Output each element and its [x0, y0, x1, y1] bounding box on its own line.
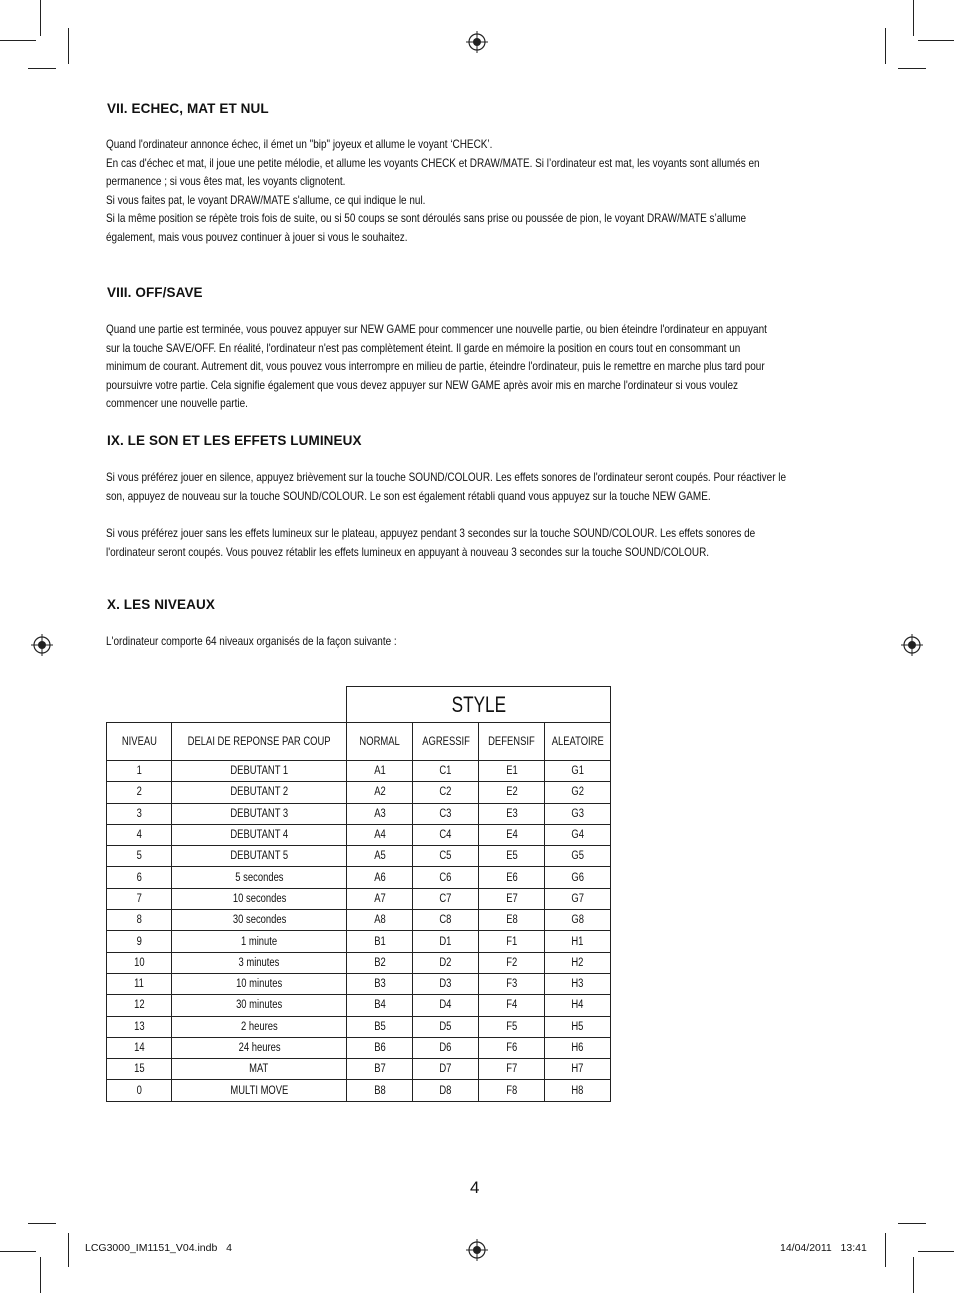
table-cell: G2: [545, 782, 611, 803]
table-cell: A6: [347, 867, 413, 888]
table-cell: C5: [413, 846, 479, 867]
text-line: Quand l'ordinateur annonce échec, il émet un "bip" joyeux et allume le voyant ‘CHECK’.: [106, 138, 493, 151]
table-cell: E1: [479, 761, 545, 782]
table-header-cell: AGRESSIF: [413, 723, 479, 761]
registration-mark-icon: [31, 634, 53, 656]
table-cell: 13: [107, 1016, 172, 1037]
table-header-cell: DELAI DE REPONSE PAR COUP: [172, 723, 347, 761]
table-cell: 9: [107, 931, 172, 952]
table-cell: E7: [479, 888, 545, 909]
table-row: [107, 888, 611, 909]
section-text-son: [106, 469, 851, 506]
text-line: son, appuyez de nouveau sur la touche SOUND/COLOUR. Le son est également rétabli quand vous appuyez sur la touche NEW GAME.: [106, 489, 711, 503]
table-cell: F6: [479, 1037, 545, 1058]
table-cell: F1: [479, 931, 545, 952]
table-cell: H2: [545, 952, 611, 973]
text-line: commencer une nouvelle partie.: [106, 397, 248, 411]
table-row: [107, 952, 611, 973]
table-cell: B7: [347, 1059, 413, 1080]
table-cell: 24 heures: [172, 1037, 347, 1058]
table-cell: F5: [479, 1016, 545, 1037]
table-row: [107, 995, 611, 1016]
table-cell: 0: [107, 1080, 172, 1101]
table-cell: F2: [479, 952, 545, 973]
table-row: [107, 867, 611, 888]
text-line: L'ordinateur comporte 64 niveaux organisés de la façon suivante :: [106, 635, 397, 648]
table-row: [107, 1059, 611, 1080]
table-cell: B4: [347, 995, 413, 1016]
table-row: [107, 931, 611, 952]
crop-mark: [68, 28, 69, 64]
table-cell: F8: [479, 1080, 545, 1101]
crop-mark: [913, 0, 914, 36]
text-line: Si la même position se répète trois fois de suite, ou si 50 coups se sont déroulés sans prise ou poussée de pion, le voyant DRAW/MATE s’allume: [106, 212, 747, 226]
table-cell: 4: [107, 824, 172, 845]
table-cell: A7: [347, 888, 413, 909]
table-cell: 5: [107, 846, 172, 867]
table-row: [107, 761, 611, 782]
section-heading-son: IX. LE SON ET LES EFFETS LUMINEUX: [107, 433, 362, 448]
table-cell: A8: [347, 910, 413, 931]
table-row: [107, 1080, 611, 1101]
table-cell: 10 minutes: [172, 973, 347, 994]
crop-mark: [885, 1233, 886, 1267]
table-cell: G3: [545, 803, 611, 824]
table-cell: G4: [545, 824, 611, 845]
table-cell: 2: [107, 782, 172, 803]
table-cell: F7: [479, 1059, 545, 1080]
table-cell: 15: [107, 1059, 172, 1080]
crop-mark: [68, 1233, 69, 1267]
text-line: Si vous faites pat, le voyant DRAW/MATE s'allume, ce qui indique le nul.: [106, 193, 426, 207]
section-text-effets: [106, 525, 851, 562]
crop-mark: [28, 68, 56, 69]
table-row: [107, 803, 611, 824]
table-cell: B3: [347, 973, 413, 994]
table-cell: F3: [479, 973, 545, 994]
table-cell: C2: [413, 782, 479, 803]
table-cell: H7: [545, 1059, 611, 1080]
table-cell: C3: [413, 803, 479, 824]
table-header-row: [107, 723, 611, 761]
section-heading-echec: VII. ECHEC, MAT ET NUL: [107, 101, 269, 116]
table-row: [107, 1037, 611, 1058]
table-cell: 14: [107, 1037, 172, 1058]
table-cell: MULTI MOVE: [172, 1080, 347, 1101]
table-row: [107, 824, 611, 845]
section-heading-niveaux: X. LES NIVEAUX: [107, 597, 215, 612]
table-row: [107, 1016, 611, 1037]
table-cell: E4: [479, 824, 545, 845]
table-row: [107, 910, 611, 931]
table-cell: 8: [107, 910, 172, 931]
table-cell: MAT: [172, 1059, 347, 1080]
registration-mark-icon: [901, 634, 923, 656]
crop-mark: [0, 40, 36, 41]
table-cell: H6: [545, 1037, 611, 1058]
table-cell: 6: [107, 867, 172, 888]
crop-mark: [918, 40, 954, 41]
table-cell: 12: [107, 995, 172, 1016]
table-cell: DEBUTANT 3: [172, 803, 347, 824]
page-number: 4: [470, 1178, 480, 1197]
section-heading-off-save: VIII. OFF/SAVE: [107, 285, 203, 300]
table-cell: D1: [413, 931, 479, 952]
crop-mark: [898, 1223, 926, 1224]
table-cell: H3: [545, 973, 611, 994]
table-cell: D8: [413, 1080, 479, 1101]
table-cell: 3: [107, 803, 172, 824]
table-cell: C4: [413, 824, 479, 845]
table-cell: G6: [545, 867, 611, 888]
table-cell: A3: [347, 803, 413, 824]
table-body: [107, 761, 611, 1102]
table-cell: G5: [545, 846, 611, 867]
text-line: également, mais vous pouvez continuer à jouer si vous le souhaitez.: [106, 230, 408, 244]
table-cell: 11: [107, 973, 172, 994]
crop-mark: [913, 1257, 914, 1293]
table-cell: B5: [347, 1016, 413, 1037]
table-cell: D2: [413, 952, 479, 973]
levels-table: [106, 686, 611, 1102]
table-cell: G1: [545, 761, 611, 782]
text-line: poursuivre votre partie. Cela signifie également que vous devez appuyer sur NEW GAME après avoir mis en marche l'ordinateur si vous voulez: [106, 378, 739, 392]
table-cell: 2 heures: [172, 1016, 347, 1037]
table-cell: B6: [347, 1037, 413, 1058]
table-cell: A2: [347, 782, 413, 803]
table-cell: H1: [545, 931, 611, 952]
table-cell: B1: [347, 931, 413, 952]
table-cell: H4: [545, 995, 611, 1016]
table-cell: DEBUTANT 1: [172, 761, 347, 782]
table-cell: 10 secondes: [172, 888, 347, 909]
table-cell: E6: [479, 867, 545, 888]
table-header-cell: NORMAL: [347, 723, 413, 761]
table-cell: F4: [479, 995, 545, 1016]
table-cell: E8: [479, 910, 545, 931]
crop-mark: [40, 0, 41, 36]
table-row: [107, 973, 611, 994]
footer-datetime: 14/04/2011 13:41: [780, 1242, 867, 1254]
table-cell: C1: [413, 761, 479, 782]
table-cell: D3: [413, 973, 479, 994]
table-header-cell: DEFENSIF: [479, 723, 545, 761]
crop-mark: [40, 1257, 41, 1293]
text-line: l'ordinateur seront coupés. Vous pouvez rétablir les effets lumineux en appuyant à nouveau 3 secondes sur la touche SOUND/COLOUR.: [106, 545, 710, 559]
table-cell: D7: [413, 1059, 479, 1080]
crop-mark: [0, 1251, 36, 1252]
table-cell: H8: [545, 1080, 611, 1101]
section-text-off-save: [106, 321, 851, 414]
table-cell: A4: [347, 824, 413, 845]
table-cell: 3 minutes: [172, 952, 347, 973]
table-cell: 7: [107, 888, 172, 909]
table-cell: 30 secondes: [172, 910, 347, 931]
table-cell: E5: [479, 846, 545, 867]
table-cell: C8: [413, 910, 479, 931]
table-cell: C7: [413, 888, 479, 909]
section-text-niveaux: [106, 633, 851, 652]
text-line: permanence ; si vous êtes mat, les voyants clignotent.: [106, 175, 346, 189]
style-title: STYLE: [347, 687, 611, 723]
table-row: [107, 846, 611, 867]
table-cell: D6: [413, 1037, 479, 1058]
table-cell: E3: [479, 803, 545, 824]
section-text-echec: [106, 136, 851, 248]
table-cell: H5: [545, 1016, 611, 1037]
table-cell: E2: [479, 782, 545, 803]
table-cell: B8: [347, 1080, 413, 1101]
table-cell: 1 minute: [172, 931, 347, 952]
registration-mark-icon: [466, 31, 488, 53]
table-cell: DEBUTANT 5: [172, 846, 347, 867]
text-line: Quand une partie est terminée, vous pouvez appuyer sur NEW GAME pour commencer une nouvelle partie, ou bien éteindre l'ordinateur en appuyant: [106, 323, 767, 336]
table-cell: DEBUTANT 2: [172, 782, 347, 803]
table-cell: 1: [107, 761, 172, 782]
crop-mark: [885, 28, 886, 64]
table-cell: DEBUTANT 4: [172, 824, 347, 845]
table-cell: G8: [545, 910, 611, 931]
table-header-cell: NIVEAU: [107, 723, 172, 761]
footer-file-name: LCG3000_IM1151_V04.indb 4: [85, 1242, 232, 1254]
registration-mark-icon: [466, 1239, 488, 1261]
table-cell: D5: [413, 1016, 479, 1037]
text-line: En cas d'échec et mat, il joue une petite mélodie, et allume les voyants CHECK et DRAW/MATE. Si l’ordinateur est mat, les voyants sont allumés en: [106, 156, 760, 170]
crop-mark: [28, 1223, 56, 1224]
table-cell: A1: [347, 761, 413, 782]
table-cell: B2: [347, 952, 413, 973]
table-cell: G7: [545, 888, 611, 909]
crop-mark: [918, 1251, 954, 1252]
table-cell: D4: [413, 995, 479, 1016]
table-cell: C6: [413, 867, 479, 888]
text-line: Si vous préférez jouer en silence, appuyez brièvement sur la touche SOUND/COLOUR. Les effets sonores de l'ordinateur seront coupés. Pour réactiver le: [106, 471, 787, 484]
table-cell: 30 minutes: [172, 995, 347, 1016]
text-line: sur la touche SAVE/OFF. En réalité, l'ordinateur n'est pas complètement éteint. Il garde en mémoire la position en cours tout en consommant un: [106, 341, 741, 355]
table-cell: A5: [347, 846, 413, 867]
text-line: Si vous préférez jouer sans les effets lumineux sur le plateau, appuyez pendant 3 secondes sur la touche SOUND/COLOUR. Les effets sonores de: [106, 527, 756, 540]
text-line: minimum de courant. Autrement dit, vous pouvez vous interrompre en milieu de partie, éteindre l'ordinateur, puis le remettre en marche plus tard pour: [106, 360, 765, 374]
table-cell: 5 secondes: [172, 867, 347, 888]
table-style-row: [107, 687, 611, 723]
table-header-cell: ALEATOIRE: [545, 723, 611, 761]
crop-mark: [898, 68, 926, 69]
table-row: [107, 782, 611, 803]
table-cell: 10: [107, 952, 172, 973]
